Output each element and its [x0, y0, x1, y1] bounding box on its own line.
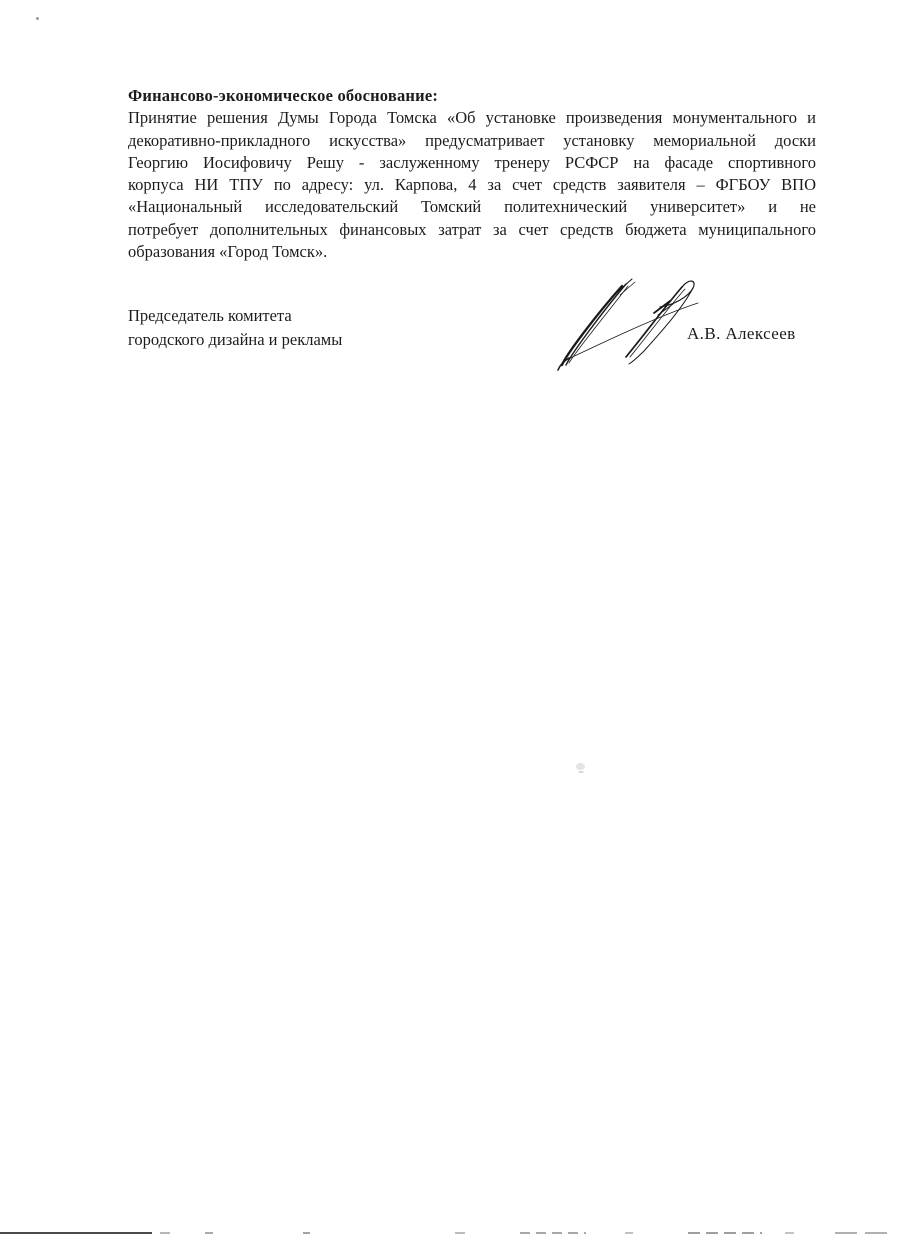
paragraph-line: потребует дополнительных финансовых затрат за счет средств бюджета муниципального — [128, 219, 816, 239]
paragraph-line: декоративно-прикладного искусства» предусматривает установку мемориальной доски — [128, 130, 816, 150]
handwritten-signature-icon — [556, 277, 706, 372]
scan-speck — [36, 17, 39, 20]
scan-speck — [576, 763, 585, 770]
section-heading: Финансово-экономическое обоснование: — [128, 86, 439, 105]
signatory-title — [128, 304, 342, 352]
paragraph-line: Принятие решения Думы Города Томска «Об установке произведения монументального и — [128, 108, 816, 128]
scan-edge-artifact — [0, 1231, 900, 1235]
signatory-title-line1: Председатель комитета — [128, 306, 292, 325]
paragraph-line: образования «Город Томск». — [128, 242, 328, 262]
scan-speck — [578, 771, 584, 773]
signer-name: А.В. Алексеев — [687, 324, 796, 343]
paragraph-line: «Национальный исследовательский Томский политехнический университет» и не — [128, 197, 816, 217]
paragraph — [128, 107, 816, 263]
signatory-title-line2: городского дизайна и рекламы — [128, 330, 343, 349]
paragraph-line: Георгию Иосифовичу Решу - заслуженному тренеру РСФСР на фасаде спортивного — [128, 152, 816, 172]
document-body — [128, 85, 816, 263]
paragraph-line: корпуса НИ ТПУ по адресу: ул. Карпова, 4 за счет средств заявителя – ФГБОУ ВПО — [128, 175, 816, 195]
